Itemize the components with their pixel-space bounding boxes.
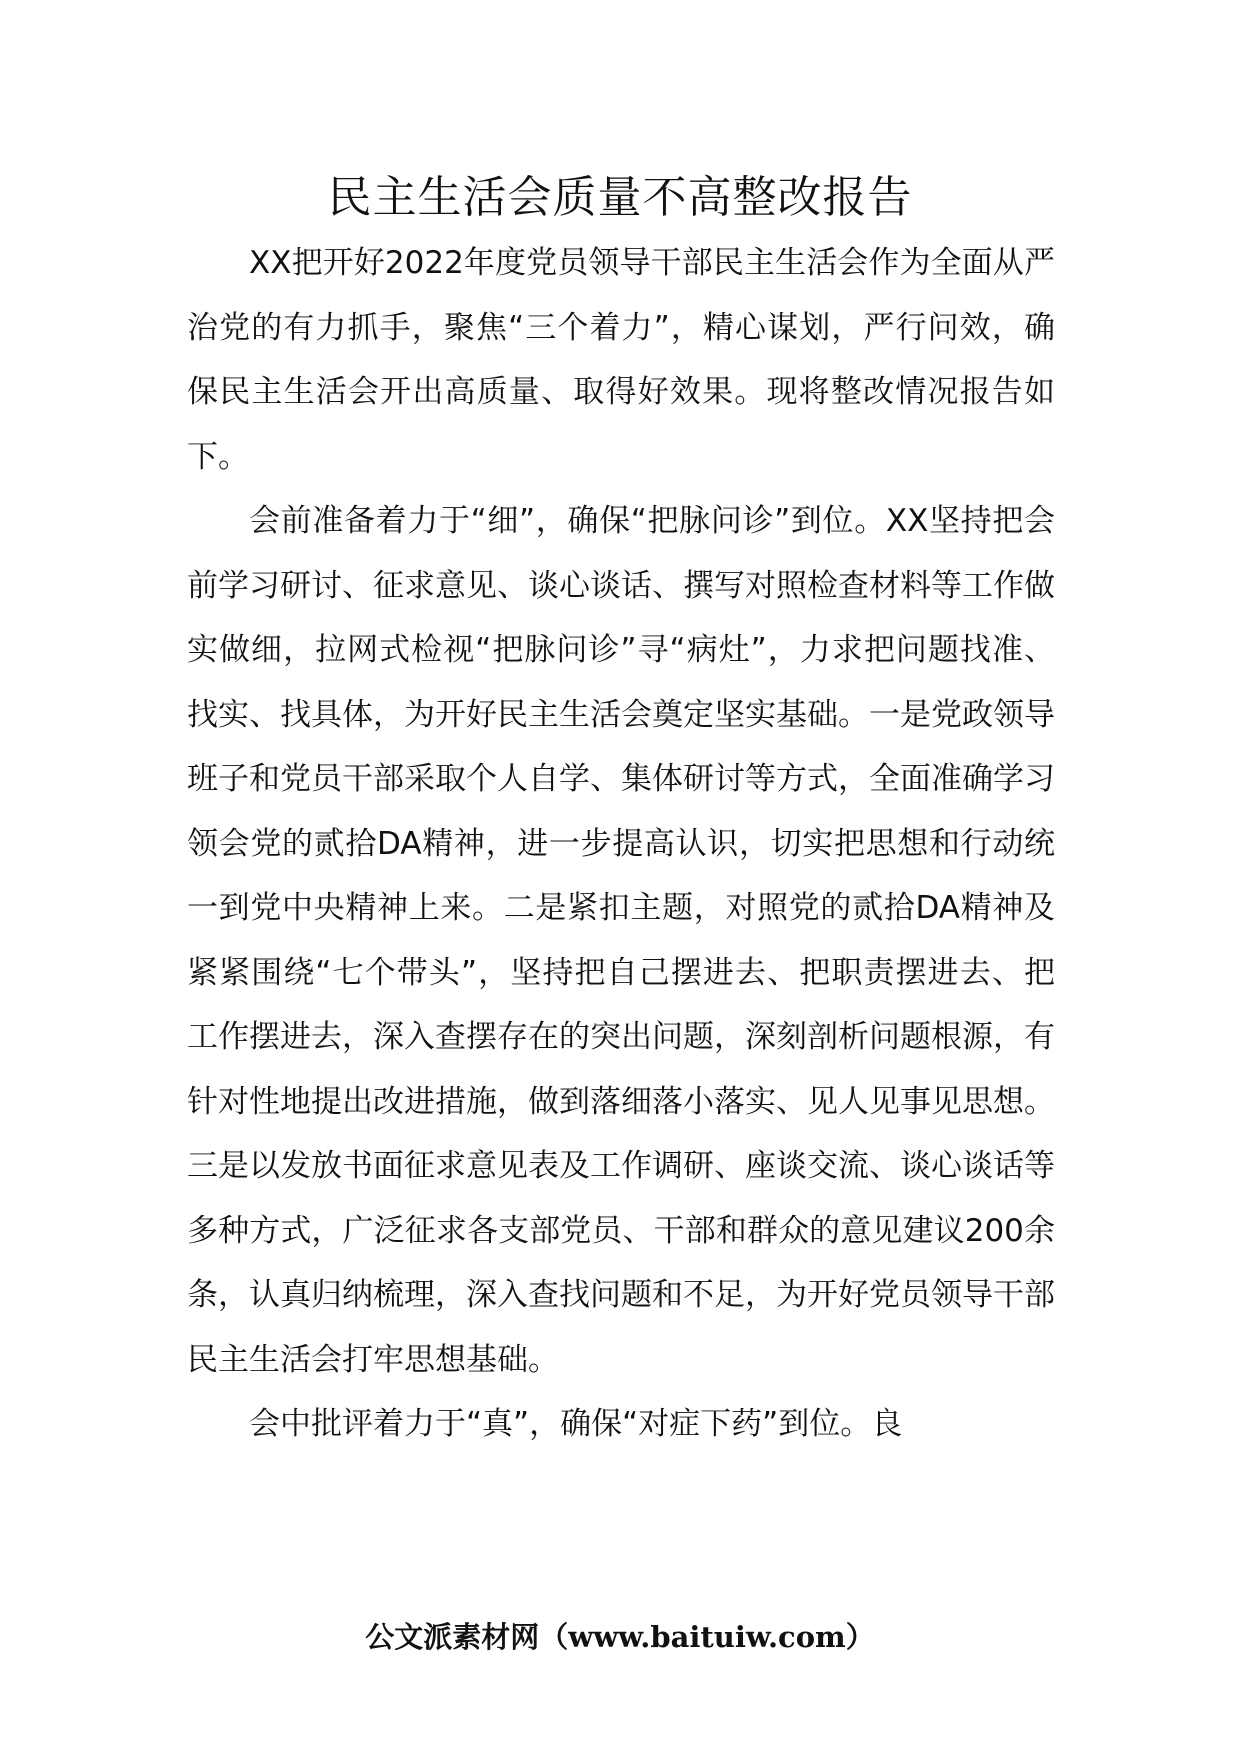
paragraph-criticism: 会中批评着力于“真”，确保“对症下药”到位。良 (249, 1406, 903, 1442)
paragraph-intro: XX把开好2022年度党员领导干部民主生活会作为全面从严治党的有力抓手，聚焦“三个着力”，精心谋划，严行问效，确保民主生活会开出高质量、取得好效果。现将整改情况报告如下。 (187, 245, 1055, 475)
document-body (187, 231, 1055, 1457)
footer-watermark: 公文派素材网（www.baituiw.com） (365, 1620, 875, 1654)
document-title: 民主生活会质量不高整改报告 (327, 172, 913, 223)
paragraph-preparation: 会前准备着力于“细”，确保“把脉问诊”到位。XX坚持把会前学习研讨、征求意见、谈心谈话、撰写对照检查材料等工作做实做细，拉网式检视“把脉问诊”寻“病灶”，力求把问题找准、找实、找具体，为开好民主生活会奠定坚实基础。一是党政领导班子和党员干部采取个人自学、集体研讨等方式，全面准确学习领会党的贰拾DA精神，进一步提高认识，切实把思想和行动统一到党中央精神上来。二是紧扣主题，对照党的贰拾DA精神及紧紧围绕“七个带头”，坚持把自己摆进去、把职责摆进去、把工作摆进去，深入查摆存在的突出问题，深刻剖析问题根源，有针对性地提出改进措施，做到落细落小落实、见人见事见思想。三是以发放书面征求意见表及工作调研、座谈交流、谈心谈话等多种方式，广泛征求各支部党员、干部和群众的意见建议200余条，认真归纳梳理，深入查找问题和不足，为开好党员领导干部民主生活会打牢思想基础。 (187, 503, 1055, 1378)
